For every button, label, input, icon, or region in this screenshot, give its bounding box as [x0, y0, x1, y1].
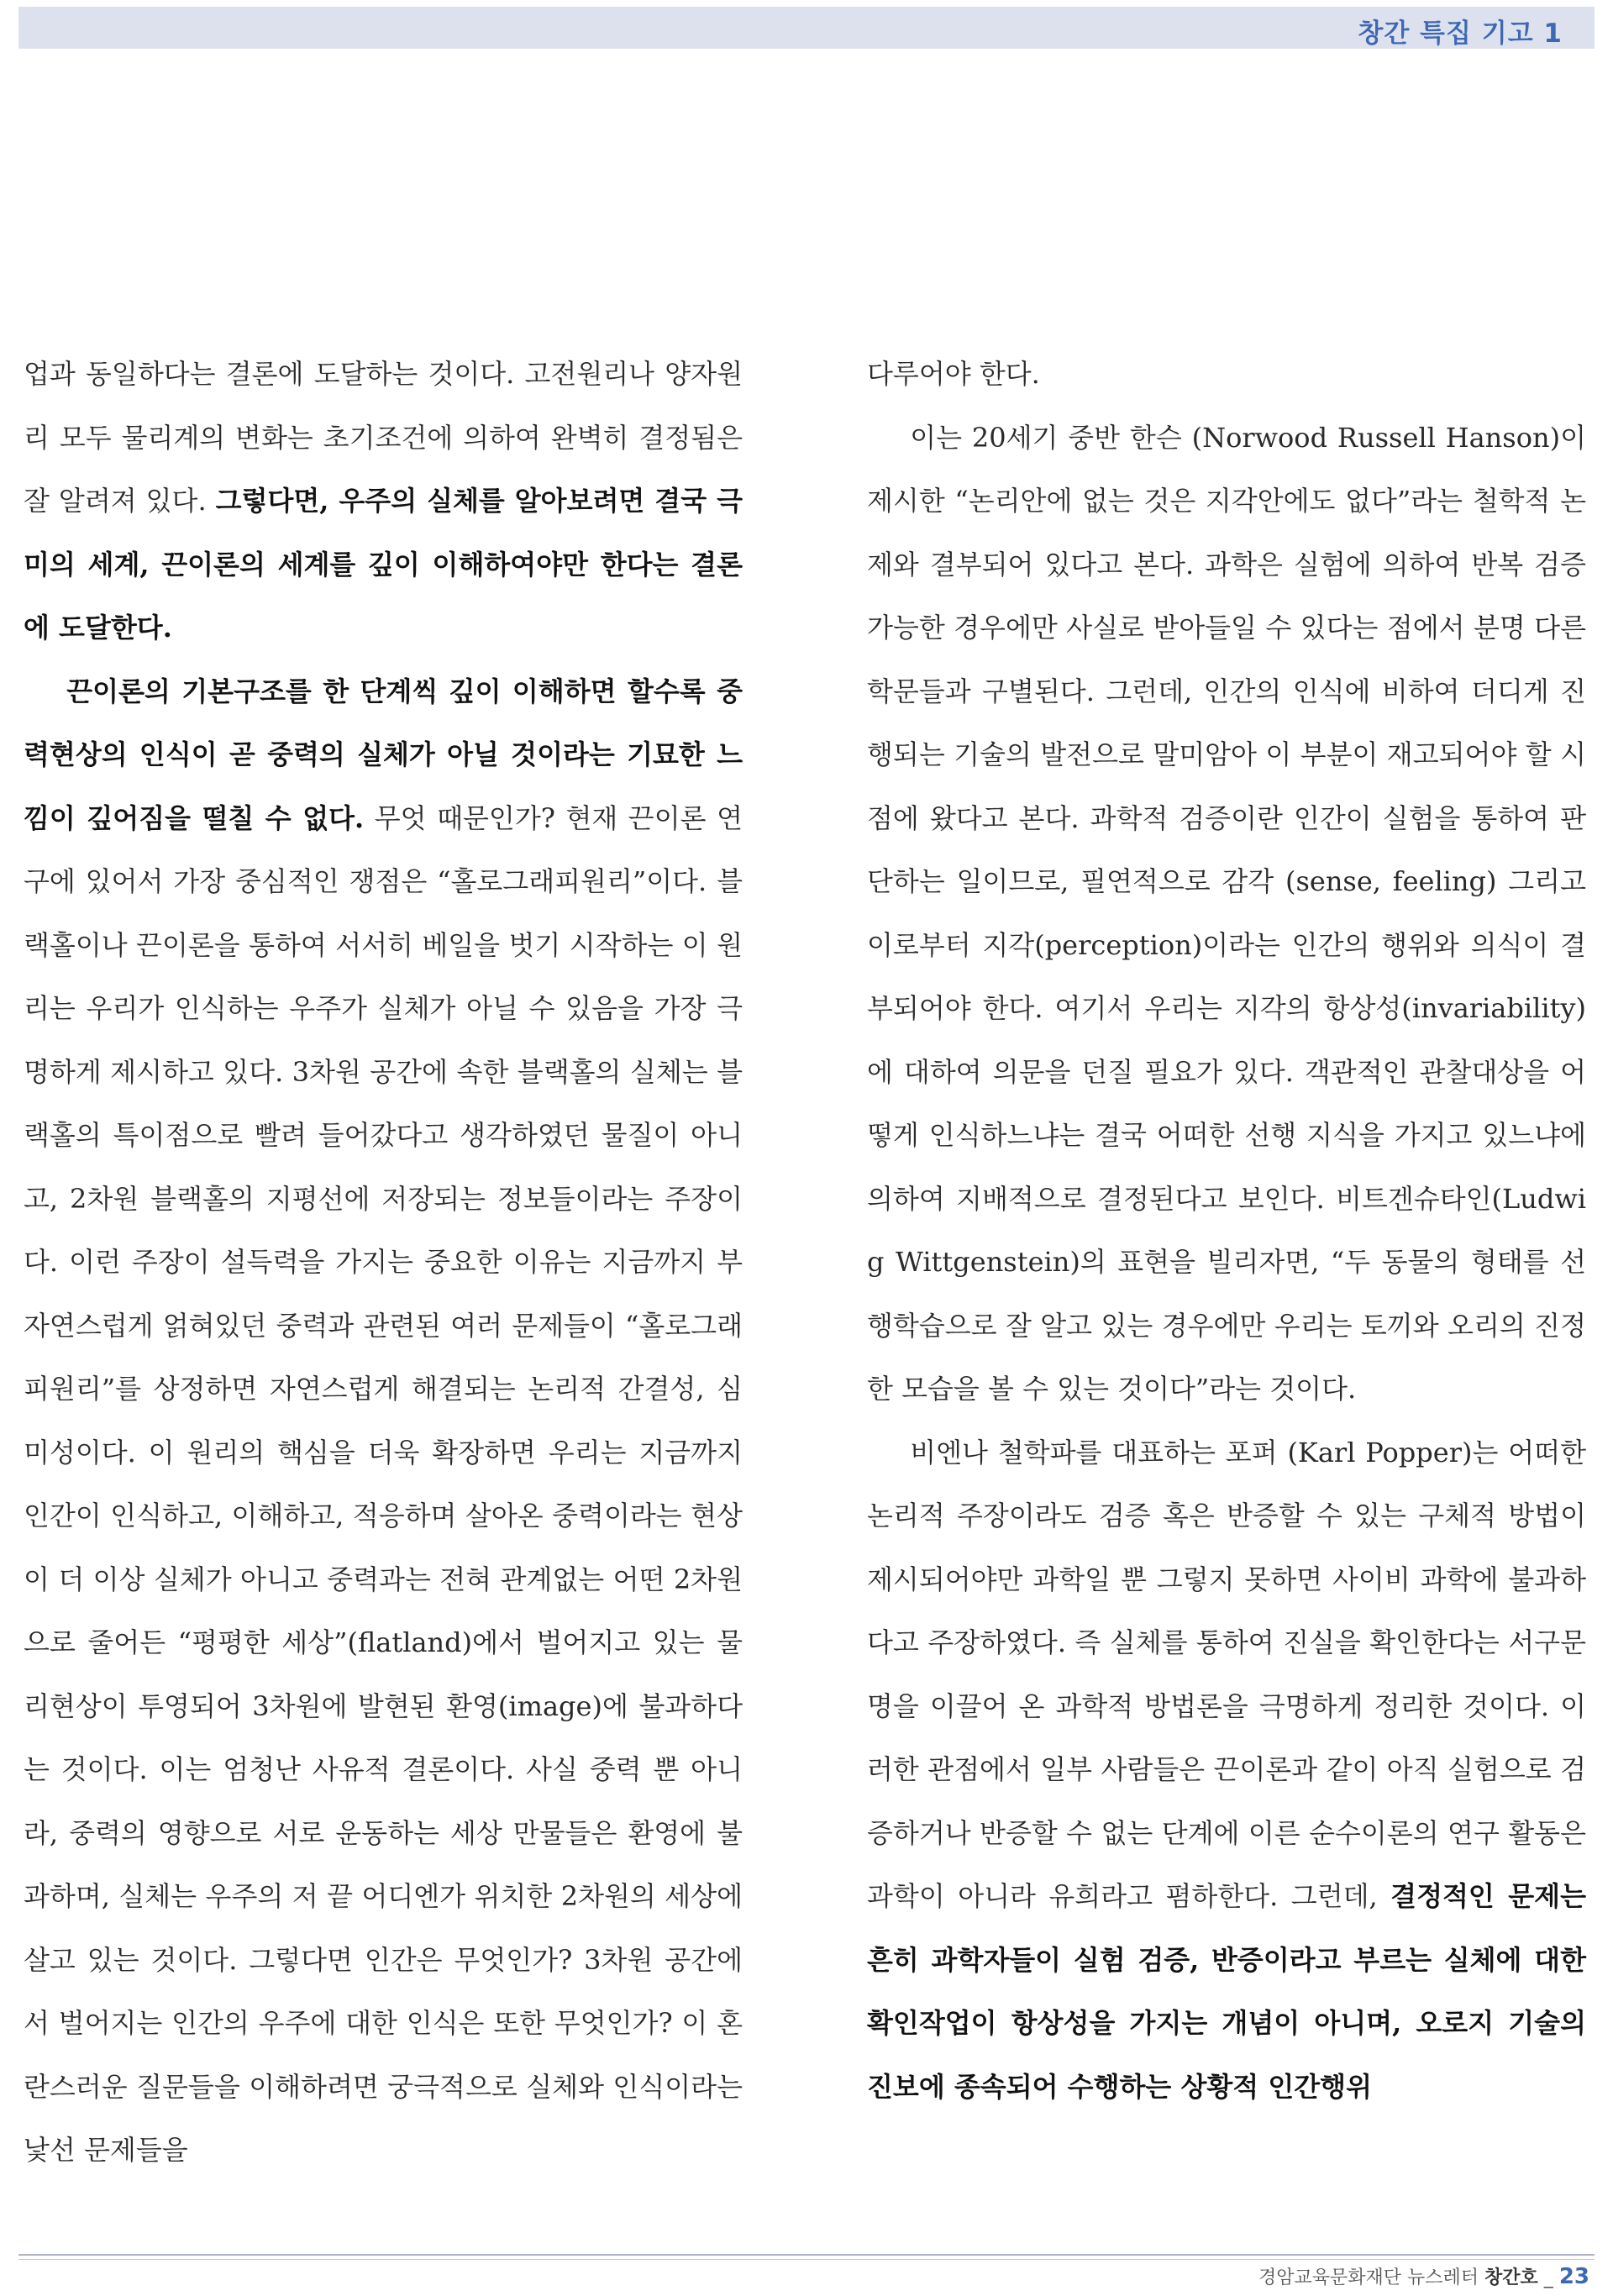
left-p1-text: 업과 동일하다는 결론에 도달하는 것이다. 고전원리나 양자원리 모두 물리계의 변화는 초기조건에 의하여 완벽히 결정됨은 잘 알려져 있다. — [24, 358, 743, 517]
left-column — [24, 343, 743, 2183]
section-title: 창간 특집 기고 1 — [1358, 18, 1563, 49]
footer-separator: _ — [1537, 2267, 1559, 2288]
footer-rule — [18, 2254, 1595, 2256]
left-p2-text: 무엇 때문인가? 현재 끈이론 연구에 있어서 가장 중심적인 쟁점은 “홀로그래피원리”이다. 블랙홀이나 끈이론을 통하여 서서히 베일을 벗기 시작하는 이 원리는 우리가 인식하는 우주가 실체가 아닐 수 있음을 가장 극명하게 제시하고 있다. 3차원 공간에 속한 블랙홀의 실체는 블랙홀의 특이점으로 빨려 들어갔다고 생각하였던 물질이 아니고, 2차원 블랙홀의 지평선에 저장되는 정보들이라는 주장이다. 이런 주장이 설득력을 가지는 중요한 이유는 지금까지 부자연스럽게 얽혀있던 중력과 관련된 여러 문제들이 “홀로그래피원리”를 상정하면 자연스럽게 해결되는 논리적 간결성, 심미성이다. 이 원리의 핵심을 더욱 확장하면 우리는 지금까지 인간이 인식하고, 이해하고, 적응하며 살아온 중력이라는 현상이 더 이상 실체가 아니고 중력과는 전혀 관계없는 어떤 2차원으로 줄어든 “평평한 세상”(flatland)에서 벌어지고 있는 물리현상이 투영되어 3차원에 발현된 환영(image)에 불과하다는 것이다. 이는 엄청난 사유적 결론이다. 사실 중력 뿐 아니라, 중력의 영향으로 서로 운동하는 세상 만물들은 환영에 불과하며, 실체는 우주의 저 끝 어디엔가 위치한 2차원의 세상에 살고 있는 것이다. 그렇다면 인간은 무엇인가? 3차원 공간에서 벌어지는 인간의 우주에 대한 인식은 또한 무엇인가? 이 혼란스러운 질문들을 이해하려면 궁극적으로 실체와 인식이라는 낯선 문제들을 — [24, 801, 743, 2166]
right-paragraph-3 — [867, 1421, 1586, 2120]
right-p3-text: 비엔나 철학파를 대표하는 포퍼 (Karl Popper)는 어떠한 논리적 주장이라도 검증 혹은 반증할 수 있는 구체적 방법이 제시되어야만 과학일 뿐 그렇지 못하면 사이비 과학에 불과하다고 주장하였다. 즉 실체를 통하여 진실을 확인한다는 서구문명을 이끌어 온 과학적 방법론을 극명하게 정리한 것이다. 이러한 관점에서 일부 사람들은 끈이론과 같이 아직 실험으로 검증하거나 반증할 수 없는 단계에 이른 순수이론의 연구 활동은 과학이 아니라 유희라고 폄하한다. 그런데, — [867, 1436, 1586, 1912]
left-p2-bold: 끈이론의 기본구조를 한 단계씩 깊이 이해하면 할수록 중력현상의 인식이 곧 중력의 실체가 아닐 것이라는 기묘한 느낌이 깊어짐을 떨칠 수 없다. — [24, 675, 743, 834]
left-paragraph-2 — [24, 660, 743, 2183]
left-paragraph-1 — [24, 343, 743, 660]
header-band — [18, 7, 1595, 49]
page-footer — [1258, 2263, 1589, 2289]
right-paragraph-2: 이는 20세기 중반 한슨 (Norwood Russell Hanson)이 제시한 “논리안에 없는 것은 지각안에도 없다”라는 철학적 논제와 결부되어 있다고 본다. 과학은 실험에 의하여 반복 검증 가능한 경우에만 사실로 받아들일 수 있다는 점에서 분명 다른 학문들과 구별된다. 그런데, 인간의 인식에 비하여 더디게 진행되는 기술의 발전으로 말미암아 이 부분이 재고되어야 할 시점에 왔다고 본다. 과학적 검증이란 인간이 실험을 통하여 판단하는 일이므로, 필연적으로 감각 (sense, feeling) 그리고 이로부터 지각(perception)이라는 인간의 행위와 의식이 결부되어야 한다. 여기서 우리는 지각의 항상성(invariability)에 대하여 의문을 던질 필요가 있다. 객관적인 관찰대상을 어떻게 인식하느냐는 결국 어떠한 선행 지식을 가지고 있느냐에 의하여 지배적으로 결정된다고 보인다. 비트겐슈타인(Ludwig Wittgenstein)의 표현을 빌리자면, “두 동물의 형태를 선행학습으로 잘 알고 있는 경우에만 우리는 토끼와 오리의 진정한 모습을 볼 수 있는 것이다”라는 것이다. — [867, 421, 1586, 1405]
footer-rule-thin — [18, 2259, 1595, 2260]
right-paragraph-1: 다루어야 한다. — [867, 358, 1040, 390]
page-number: 23 — [1558, 2264, 1589, 2289]
left-p1-bold: 그렇다면, 우주의 실체를 알아보려면 결국 극미의 세계, 끈이론의 세계를 깊이 이해하여야만 한다는 결론에 도달한다. — [24, 485, 743, 644]
footer-org: 경암교육문화재단 뉴스레터 — [1258, 2267, 1479, 2288]
right-p3-bold: 결정적인 문제는 흔히 과학자들이 실험 검증, 반증이라고 부르는 실체에 대한 확인작업이 항상성을 가지는 개념이 아니며, 오로지 기술의 진보에 종속되어 수행하는 상황적 인간행위 — [867, 1880, 1586, 2103]
footer-issue: 창간호 — [1484, 2267, 1538, 2288]
right-column — [867, 343, 1586, 2119]
